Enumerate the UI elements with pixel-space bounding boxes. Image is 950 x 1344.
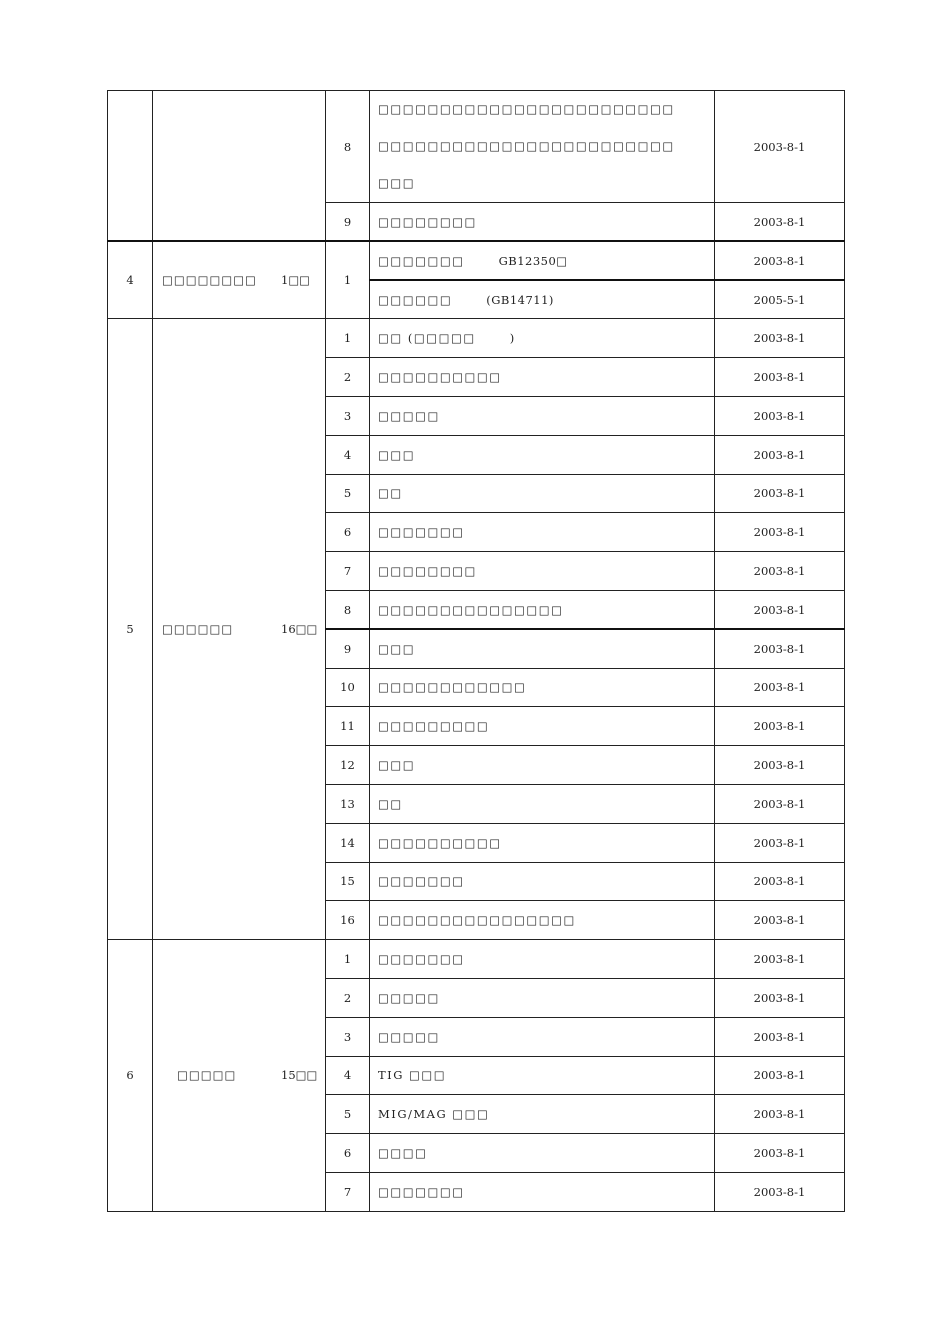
item-date: 2003-8-1	[715, 91, 845, 203]
item-index: 4	[326, 1056, 370, 1095]
standards-table	[107, 90, 845, 1212]
item-index: 4	[326, 435, 370, 474]
item-name-line: □□□□□□□□□□□□□□□□□□□□□□□□	[378, 139, 675, 153]
item-name: □□□□□	[370, 978, 715, 1017]
item-name: □□□□□□□□	[370, 203, 715, 242]
item-date: 2003-8-1	[715, 396, 845, 435]
item-name: □□□□□□□	[370, 1172, 715, 1211]
item-date: 2003-8-1	[715, 590, 845, 629]
item-date: 2003-8-1	[715, 629, 845, 668]
item-name: □□□	[370, 629, 715, 668]
item-index: 3	[326, 1017, 370, 1056]
item-name	[370, 280, 715, 319]
item-name	[370, 319, 715, 358]
item-date: 2003-8-1	[715, 823, 845, 862]
item-index: 5	[326, 474, 370, 513]
category-title-cell	[153, 940, 326, 1212]
item-date: 2003-8-1	[715, 940, 845, 979]
item-index: 8	[326, 91, 370, 203]
item-name: □□□□	[370, 1134, 715, 1173]
item-name-suffix: )	[509, 331, 515, 346]
item-date: 2003-8-1	[715, 358, 845, 397]
item-index: 7	[326, 552, 370, 591]
item-index: 2	[326, 358, 370, 397]
item-date: 2003-8-1	[715, 435, 845, 474]
item-name: TIG □□□	[370, 1056, 715, 1095]
table-body	[108, 91, 845, 1212]
item-name: □□□□□□□□□□□□□□□	[370, 590, 715, 629]
item-date: 2005-5-1	[715, 280, 845, 319]
item-name-text: □□ (□□□□□	[378, 331, 476, 346]
item-date: 2003-8-1	[715, 978, 845, 1017]
item-name: MIG/MAG □□□	[370, 1095, 715, 1134]
item-name: □□□□□□□□□□□□□□□□	[370, 901, 715, 940]
item-date: 2003-8-1	[715, 901, 845, 940]
item-name: □□□□□	[370, 396, 715, 435]
item-index: 6	[326, 1134, 370, 1173]
table-row	[108, 91, 845, 203]
item-name-text: □□□□□□	[378, 292, 453, 307]
item-index: 2	[326, 978, 370, 1017]
item-index: 1	[326, 940, 370, 979]
item-index: 10	[326, 668, 370, 707]
item-name: □□□	[370, 435, 715, 474]
item-name: □□□□□□□□□□□□	[370, 668, 715, 707]
item-date: 2003-8-1	[715, 862, 845, 901]
item-name-line: □□□	[378, 176, 416, 190]
category-count: 1□□	[281, 273, 311, 288]
item-name: □□□□□□□□	[370, 552, 715, 591]
category-number: 5	[108, 319, 153, 940]
table-row	[108, 940, 845, 979]
item-index: 3	[326, 396, 370, 435]
item-date: 2003-8-1	[715, 203, 845, 242]
item-name-text: □□□□□□□	[378, 253, 465, 268]
item-name: □□□□□□□□□□	[370, 358, 715, 397]
item-index: 8	[326, 590, 370, 629]
category-number: 6	[108, 940, 153, 1212]
item-name: □□□□□□□	[370, 862, 715, 901]
table-row	[108, 319, 845, 358]
item-name	[370, 91, 715, 203]
item-name	[370, 241, 715, 280]
item-date: 2003-8-1	[715, 552, 845, 591]
category-name-cell	[153, 91, 326, 242]
item-standard-code: GB12350□	[498, 253, 568, 268]
category-number-cell	[108, 91, 153, 242]
item-name: □□	[370, 784, 715, 823]
category-title-cell	[153, 241, 326, 319]
item-index: 9	[326, 203, 370, 242]
item-name: □□□□□	[370, 1017, 715, 1056]
item-name: □□□	[370, 746, 715, 785]
item-index: 11	[326, 707, 370, 746]
item-date: 2003-8-1	[715, 513, 845, 552]
item-standard-code: (GB14711)	[486, 292, 554, 307]
item-name-line: □□□□□□□□□□□□□□□□□□□□□□□□	[378, 102, 675, 116]
category-title-cell	[153, 319, 326, 940]
item-date: 2003-8-1	[715, 1056, 845, 1095]
item-date: 2003-8-1	[715, 746, 845, 785]
item-date: 2003-8-1	[715, 707, 845, 746]
item-name: □□□□□□□□□□	[370, 823, 715, 862]
item-name: □□□□□□□□□	[370, 707, 715, 746]
category-name: □□□□□	[177, 1068, 237, 1083]
item-index: 12	[326, 746, 370, 785]
item-date: 2003-8-1	[715, 1134, 845, 1173]
item-date: 2003-8-1	[715, 241, 845, 280]
item-name: □□□□□□□	[370, 940, 715, 979]
category-count: 16□□	[281, 622, 318, 637]
item-index: 1	[326, 241, 370, 319]
category-number: 4	[108, 241, 153, 319]
item-date: 2003-8-1	[715, 668, 845, 707]
item-date: 2003-8-1	[715, 319, 845, 358]
item-name: □□	[370, 474, 715, 513]
item-date: 2003-8-1	[715, 1017, 845, 1056]
item-name: □□□□□□□	[370, 513, 715, 552]
category-count: 15□□	[281, 1068, 318, 1083]
table-row	[108, 241, 845, 280]
category-name: □□□□□□	[162, 622, 234, 637]
item-index: 9	[326, 629, 370, 668]
category-name: □□□□□□□□	[162, 273, 257, 288]
item-index: 5	[326, 1095, 370, 1134]
item-index: 16	[326, 901, 370, 940]
item-index: 1	[326, 319, 370, 358]
item-date: 2003-8-1	[715, 1172, 845, 1211]
item-index: 14	[326, 823, 370, 862]
item-date: 2003-8-1	[715, 784, 845, 823]
item-index: 13	[326, 784, 370, 823]
item-index: 7	[326, 1172, 370, 1211]
item-index: 6	[326, 513, 370, 552]
item-date: 2003-8-1	[715, 1095, 845, 1134]
item-index: 15	[326, 862, 370, 901]
item-date: 2003-8-1	[715, 474, 845, 513]
